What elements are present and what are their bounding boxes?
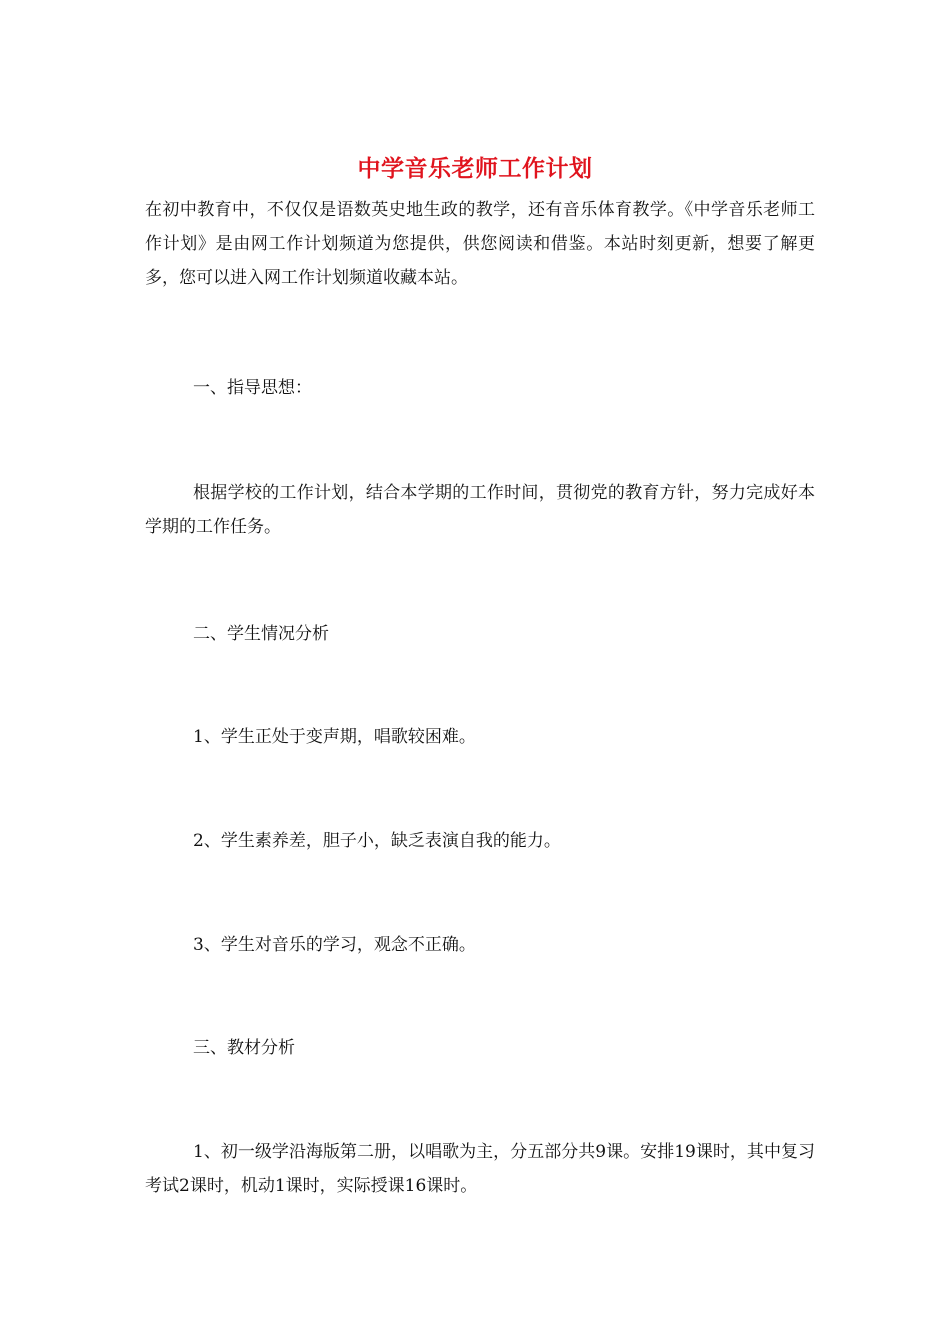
section-2-item: 3、学生对音乐的学习，观念不正确。 <box>193 935 476 955</box>
section-1-heading: 一、指导思想： <box>193 378 312 398</box>
section-2-item: 1、学生正处于变声期，唱歌较困难。 <box>193 727 476 747</box>
section-2-item: 2、学生素养差，胆子小，缺乏表演自我的能力。 <box>193 831 561 851</box>
intro-paragraph: 在初中教育中，不仅仅是语数英史地生政的教学，还有音乐体育教学。《中学音乐老师工作计划》是由网工作计划频道为您提供，供您阅读和借鉴。本站时刻更新，想要了解更多，您可以进入网工作计划频道收藏本站。 <box>145 200 815 288</box>
section-2-heading: 二、学生情况分析 <box>193 624 329 644</box>
document-title: 中学音乐老师工作计划 <box>357 155 593 182</box>
section-3-item: 1、初一级学沿海版第二册，以唱歌为主，分五部分共9课。安排19课时，其中复习考试2课时，机动1课时，实际授课16课时。 <box>145 1142 815 1196</box>
section-1-body: 根据学校的工作计划，结合本学期的工作时间，贯彻党的教育方针，努力完成好本学期的工作任务。 <box>145 483 815 537</box>
section-3-heading: 三、教材分析 <box>193 1038 295 1058</box>
